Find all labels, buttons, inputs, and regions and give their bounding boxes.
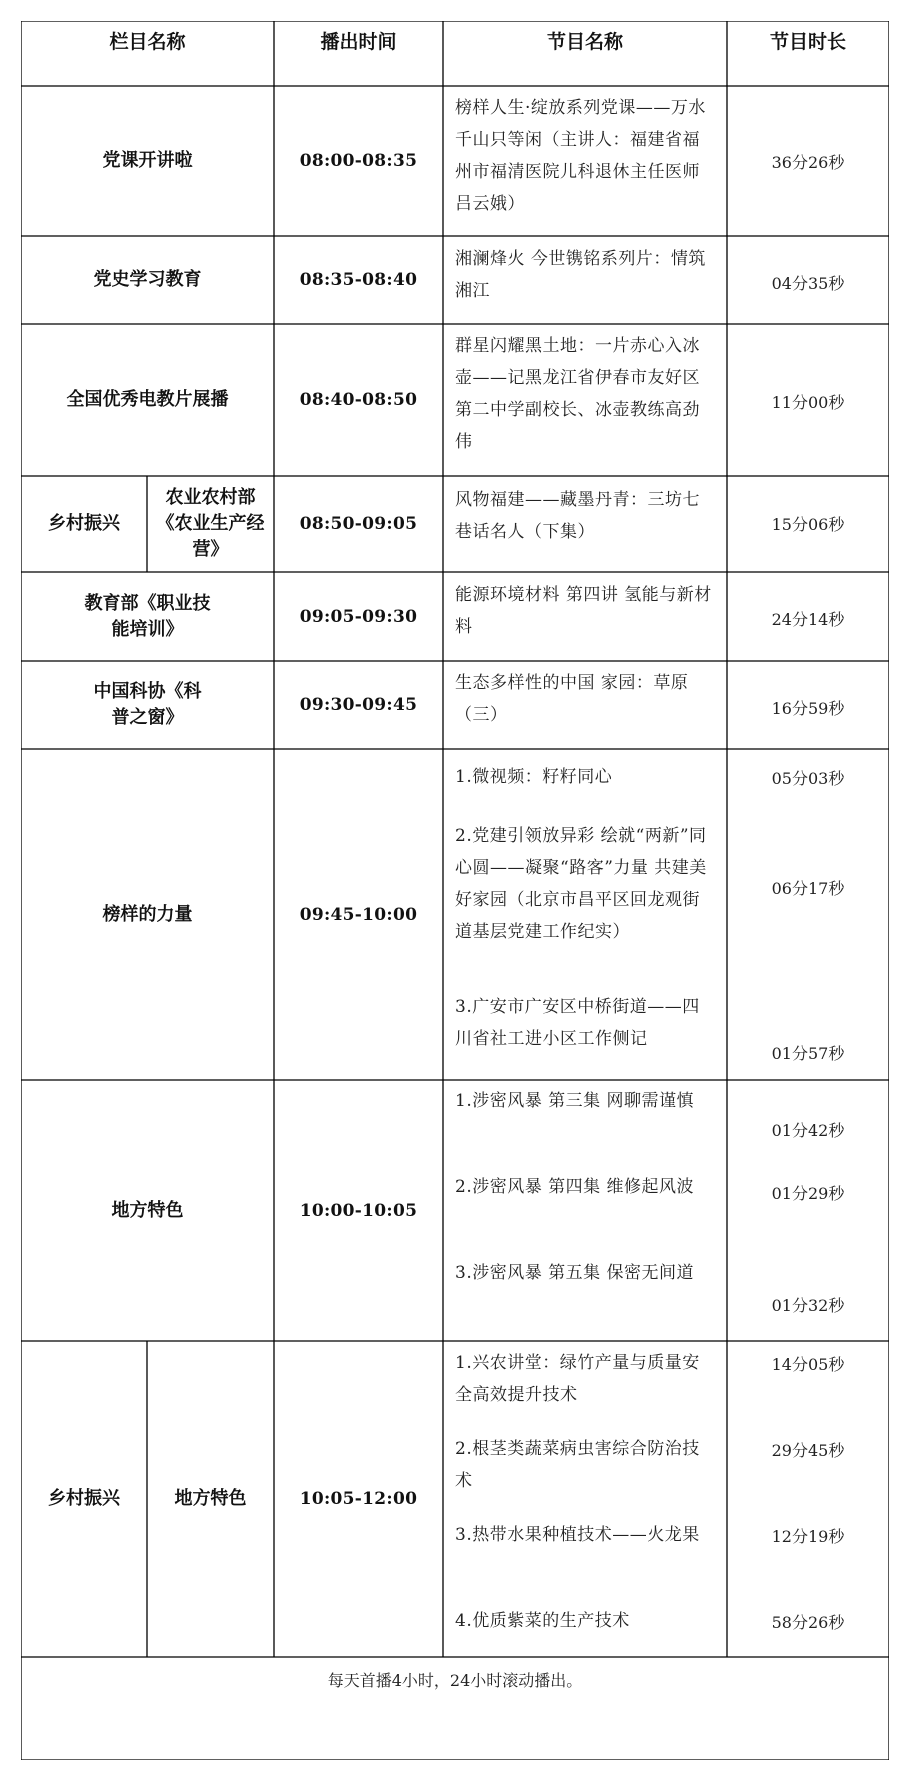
row-air-time: 08:50-09:05 (299, 514, 418, 534)
program-title: 生态多样性的中国 家园：草原（三） (455, 673, 689, 725)
program-title: 3.涉密风暴 第五集 保密无间道 (455, 1263, 695, 1283)
row-column-name: 党课开讲啦 (102, 150, 193, 171)
program-duration: 01分32秒 (771, 1296, 845, 1315)
row-air-time: 10:00-10:05 (299, 1200, 418, 1221)
program-title: 风物福建——藏墨丹青：三坊七巷话名人（下集） (455, 490, 700, 542)
program-duration: 12分19秒 (771, 1527, 845, 1546)
program-title: 1.微视频：籽籽同心 (455, 767, 613, 787)
program-duration: 24分14秒 (771, 610, 845, 629)
table-footer-note: 每天首播4小时，24小时滚动播出。 (327, 1671, 583, 1690)
row-column-name: 党史学习教育 (93, 269, 202, 290)
row-air-time: 09:30-09:45 (299, 695, 418, 715)
program-duration: 01分42秒 (771, 1121, 845, 1140)
program-title: 3.热带水果种植技术——火龙果 (455, 1525, 700, 1545)
program-title: 1.兴农讲堂：绿竹产量与质量安全高效提升技术 (455, 1353, 700, 1405)
program-duration: 01分57秒 (771, 1044, 845, 1063)
program-title: 3.广安市广安区中桥街道——四川省社工进小区工作侧记 (455, 997, 700, 1049)
row-column-name: 全国优秀电教片展播 (66, 389, 229, 410)
row-sub-column: 农业农村部《农业生产经营》 (156, 487, 265, 560)
row-column-name: 中国科协《科普之窗》 (93, 681, 202, 728)
program-duration: 06分17秒 (771, 879, 845, 898)
program-duration: 14分05秒 (771, 1355, 845, 1374)
row-column-name: 乡村振兴 (48, 1488, 120, 1509)
program-duration: 11分00秒 (771, 393, 845, 412)
program-title: 2.涉密风暴 第四集 维修起风波 (455, 1177, 695, 1197)
row-column-name: 地方特色 (111, 1199, 184, 1221)
row-air-time: 08:40-08:50 (299, 390, 418, 410)
program-duration: 05分03秒 (771, 769, 845, 788)
program-title: 4.优质紫菜的生产技术 (455, 1611, 630, 1631)
header-column-name: 栏目名称 (109, 31, 186, 53)
program-title: 2.党建引领放异彩 绘就“两新”同心圆——凝聚“路客”力量 共建美好家园（北京市昌平区回龙观街道基层党建工作纪实） (455, 826, 707, 942)
program-duration: 58分26秒 (771, 1613, 845, 1632)
row-air-time: 09:05-09:30 (299, 606, 418, 627)
row-column-name: 教育部《职业技能培训》 (84, 592, 211, 640)
program-title: 湘澜烽火 今世镌铭系列片：情筑湘江 (455, 249, 706, 301)
program-title: 榜样人生·绽放系列党课——万水千山只等闲（主讲人：福建省福州市福清医院儿科退休主任医师吕云娥） (455, 98, 706, 214)
row-air-time: 08:00-08:35 (299, 151, 418, 171)
program-duration: 16分59秒 (771, 699, 845, 718)
row-column-name: 乡村振兴 (48, 513, 120, 534)
row-sub-column: 地方特色 (174, 1488, 247, 1509)
program-duration: 15分06秒 (771, 515, 845, 534)
program-duration: 29分45秒 (771, 1441, 845, 1460)
header-air-time: 播出时间 (320, 31, 397, 53)
row-air-time: 08:35-08:40 (299, 270, 418, 290)
program-duration: 36分26秒 (771, 153, 845, 172)
program-duration: 01分29秒 (771, 1184, 845, 1203)
header-duration: 节目时长 (769, 31, 846, 53)
program-title: 群星闪耀黑土地：一片赤心入冰壶——记黑龙江省伊春市友好区第二中学副校长、冰壶教练高劲伟 (455, 336, 700, 452)
program-duration: 04分35秒 (771, 274, 845, 293)
program-title: 能源环境材料 第四讲 氢能与新材料 (455, 585, 712, 637)
program-title: 1.涉密风暴 第三集 网聊需谨慎 (455, 1091, 695, 1111)
program-title: 2.根茎类蔬菜病虫害综合防治技术 (455, 1439, 700, 1491)
header-program-name: 节目名称 (546, 31, 623, 53)
row-air-time: 10:05-12:00 (299, 1489, 418, 1509)
row-air-time: 09:45-10:00 (299, 904, 418, 925)
schedule-table (21, 21, 889, 1760)
row-column-name: 榜样的力量 (102, 903, 193, 925)
